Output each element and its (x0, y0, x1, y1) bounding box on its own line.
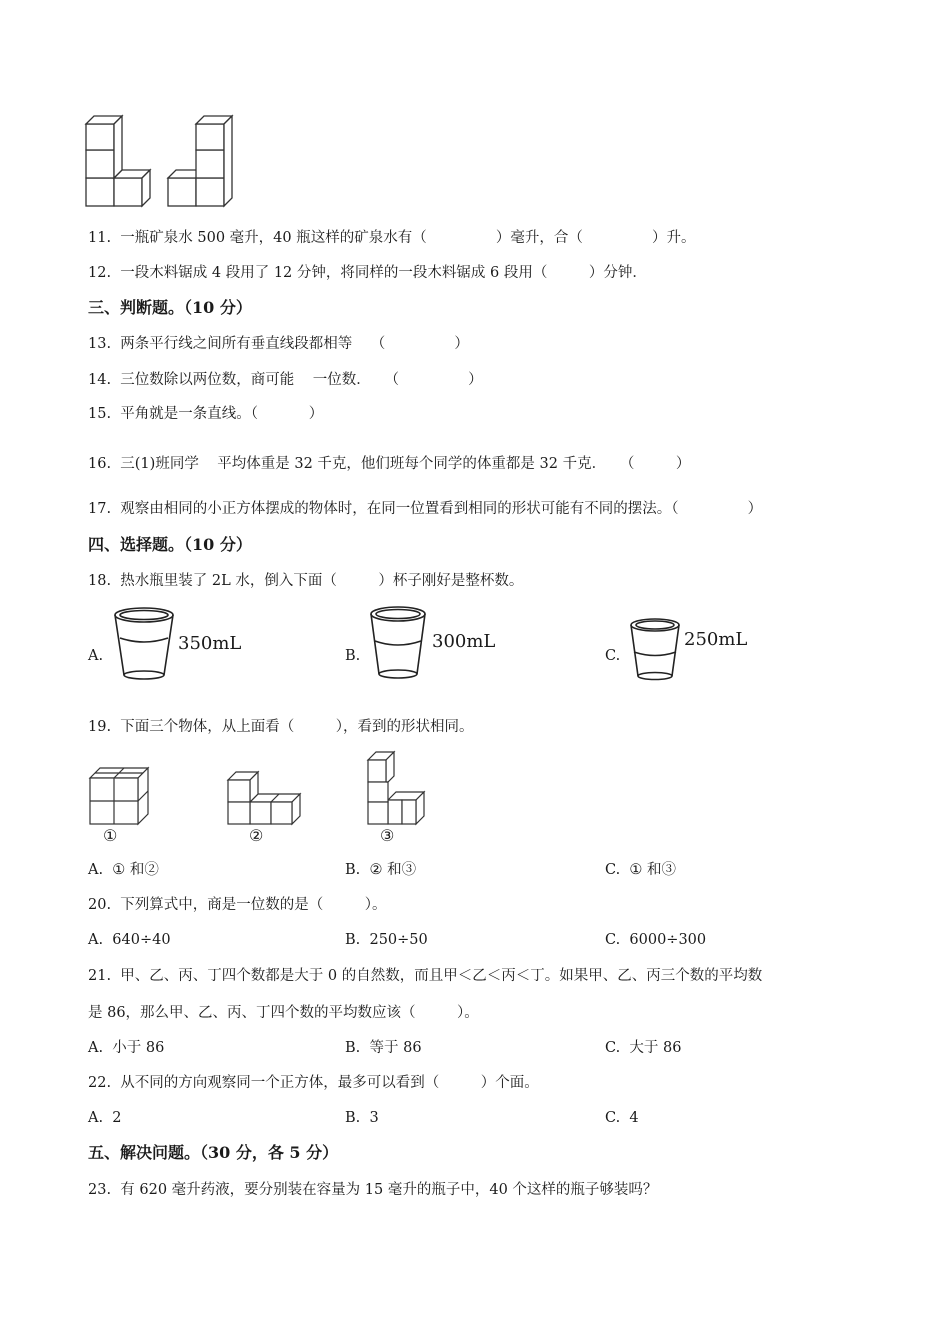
q20-option-a: A. 640÷40 (88, 932, 171, 948)
q18-option-c-letter: C. (605, 648, 621, 664)
q20-option-b: B. 250÷50 (345, 932, 428, 948)
question-19: 19. 下面三个物体，从上面看（ ），看到的形状相同。 (88, 719, 474, 735)
q22-option-c: C. 4 (605, 1110, 639, 1126)
question-23: 23. 有 620 毫升药液，要分别装在容量为 15 毫升的瓶子中，40 个这样的瓶子够装吗？ (88, 1182, 658, 1198)
figure-label-3: ③ (380, 826, 395, 845)
q18-option-a-letter: A. (88, 648, 104, 664)
cup-icon (628, 616, 682, 682)
question-15: 15. 平角就是一条直线。（ ） (88, 406, 324, 422)
question-21-line-1: 21. 甲、乙、丙、丁四个数都是大于 0 的自然数，而且甲＜乙＜丙＜丁。如果甲、乙、丙三个数的平均数 (88, 968, 763, 984)
figure-label-2: ② (249, 826, 264, 845)
question-13: 13. 两条平行线之间所有垂直线段都相等 （ ） (88, 336, 469, 352)
question-12: 12. 一段木料锯成 4 段用了 12 分钟，将同样的一段木料锯成 6 段用（ ）分钟． (88, 265, 647, 281)
q19-option-c: C. ① 和③ (605, 862, 677, 878)
section-3-heading: 三、判断题。（10 分） (88, 298, 252, 317)
question-21-line-2: 是 86，那么甲、乙、丙、丁四个数的平均数应该（ ）。 (88, 1005, 479, 1021)
solid-figure-3 (364, 752, 428, 826)
figure-label-1: ① (103, 826, 118, 845)
section-5-heading: 五、解决问题。（30 分，各 5 分） (88, 1143, 339, 1162)
q21-option-b: B. 等于 86 (345, 1040, 422, 1056)
question-18: 18. 热水瓶里装了 2L 水，倒入下面（ ）杯子刚好是整杯数。 (88, 573, 524, 589)
q18-option-b-volume: 300mL (432, 631, 496, 652)
question-22: 22. 从不同的方向观察同一个正方体，最多可以看到（ ）个面。 (88, 1075, 539, 1091)
solid-figure-1 (86, 766, 152, 826)
q22-option-a: A. 2 (88, 1110, 122, 1126)
question-14: 14. 三位数除以两位数，商可能 一位数． （ ） (88, 372, 483, 388)
cup-icon (368, 604, 428, 680)
cube-stacks-figure (84, 120, 234, 210)
q21-option-a: A. 小于 86 (88, 1040, 165, 1056)
q18-option-a-volume: 350mL (178, 633, 242, 654)
cup-icon (112, 605, 176, 681)
q18-option-c-volume: 250mL (684, 629, 748, 650)
question-20: 20. 下列算式中，商是一位数的是（ ）。 (88, 897, 387, 913)
question-11: 11. 一瓶矿泉水 500 毫升，40 瓶这样的矿泉水有（ ）毫升，合（ ）升。 (88, 230, 696, 246)
q19-option-b: B. ② 和③ (345, 862, 417, 878)
section-4-heading: 四、选择题。（10 分） (88, 535, 252, 554)
question-17: 17. 观察由相同的小正方体摆成的物体时，在同一位置看到相同的形状可能有不同的摆法。（ ） (88, 501, 763, 517)
q20-option-c: C. 6000÷300 (605, 932, 707, 948)
question-16: 16. 三(1)班同学 平均体重是 32 千克，他们班每个同学的体重都是 32 千克． （ ） (88, 456, 691, 472)
q22-option-b: B. 3 (345, 1110, 379, 1126)
solid-figure-2 (224, 772, 304, 826)
q18-option-b-letter: B. (345, 648, 361, 664)
q21-option-c: C. 大于 86 (605, 1040, 682, 1056)
q19-option-a: A. ① 和② (88, 862, 159, 878)
